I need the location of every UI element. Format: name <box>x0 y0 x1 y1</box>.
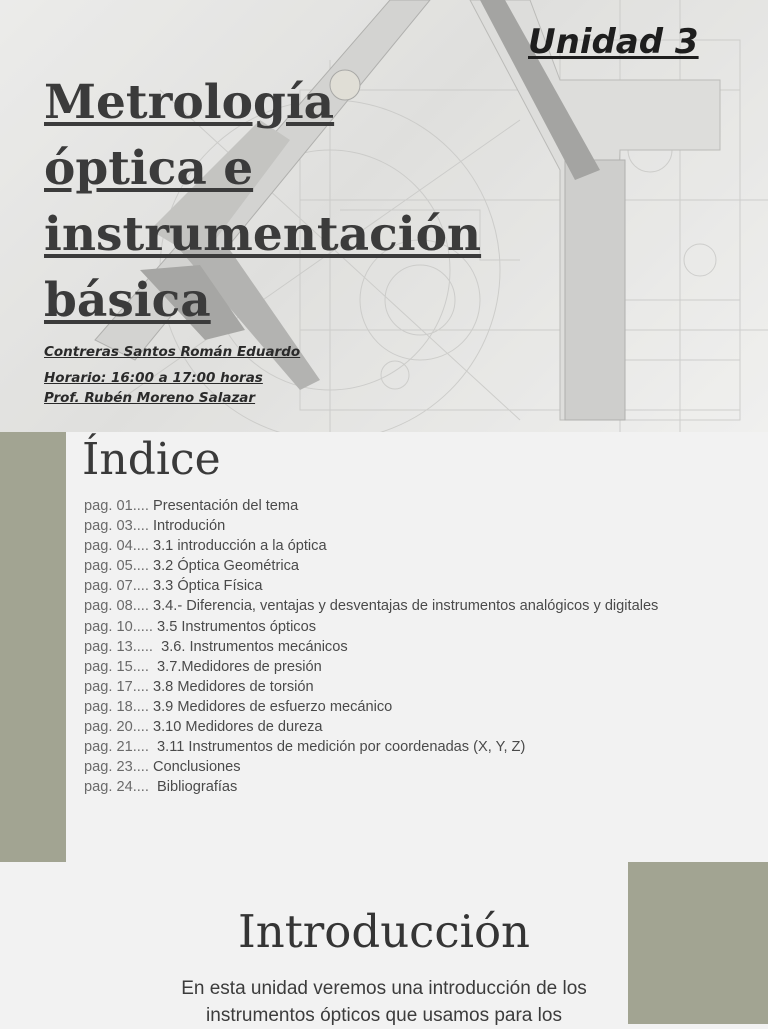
cover-section <box>0 0 768 432</box>
index-item-label: Introdución <box>148 518 226 535</box>
index-item-page: pag. 03.... <box>84 518 149 535</box>
index-item-page: pag. 01.... <box>84 498 149 514</box>
index-item-page: pag. 08.... <box>84 598 149 615</box>
index-item-page: pag. 17.... <box>84 678 149 695</box>
index-item <box>84 697 658 717</box>
index-item-page: pag. 10..... <box>84 618 153 635</box>
index-item <box>84 737 658 757</box>
index-item-page: pag. 20.... <box>84 719 149 736</box>
index-item <box>84 496 658 516</box>
index-item-page: pag. 13..... <box>84 638 153 655</box>
author-name: Contreras Santos Román Eduardo <box>44 344 301 360</box>
index-item-label: 3.1 introducción a la óptica <box>148 538 327 555</box>
index-item-page: pag. 05.... <box>84 558 149 575</box>
title-line: óptica e <box>44 141 254 196</box>
title-line: Metrología <box>44 75 335 130</box>
intro-title: Introducción <box>237 905 531 958</box>
index-item-label: 3.8 Medidores de torsión <box>148 678 314 695</box>
professor-name: Prof. Rubén Moreno Salazar <box>44 390 256 406</box>
intro-text: En esta unidad veremos una introducción de los instrumentos ópticos que usamos para los <box>181 978 587 1026</box>
index-item <box>84 516 658 536</box>
title-line: instrumentación <box>44 207 482 262</box>
index-item-page: pag. 18.... <box>84 698 149 715</box>
index-item-label: Bibliografías <box>148 779 238 796</box>
index-item <box>84 576 658 596</box>
index-item-label: Presentación del tema <box>148 498 299 514</box>
page-title <box>44 70 504 334</box>
index-item <box>84 757 658 777</box>
index-list <box>84 496 658 797</box>
index-item <box>84 617 658 637</box>
index-item <box>84 596 658 616</box>
unit-label: Unidad 3 <box>528 22 699 62</box>
index-item-page: pag. 15.... <box>84 658 149 675</box>
index-item-label: 3.2 Óptica Geométrica <box>148 558 299 575</box>
index-item-label: 3.11 Instrumentos de medición por coordenadas (X, Y, Z) <box>148 739 526 756</box>
index-item <box>84 677 658 697</box>
index-item-label: 3.9 Medidores de esfuerzo mecánico <box>148 698 393 715</box>
index-item-page: pag. 07.... <box>84 578 149 595</box>
index-item-page: pag. 21.... <box>84 739 149 756</box>
index-item-page: pag. 23.... <box>84 759 149 776</box>
index-item-label: 3.7.Medidores de presión <box>148 658 322 675</box>
index-item-page: pag. 04.... <box>84 538 149 555</box>
index-item-label: Conclusiones <box>148 759 241 776</box>
title-line: básica <box>44 273 211 328</box>
index-item-label: 3.3 Óptica Física <box>148 578 263 595</box>
index-item-page: pag. 24.... <box>84 779 149 796</box>
index-title: Índice <box>82 434 221 485</box>
index-item <box>84 536 658 556</box>
index-item <box>84 556 658 576</box>
index-item-label: 3.6. Instrumentos mecánicos <box>152 638 348 655</box>
index-item <box>84 657 658 677</box>
index-item-label: 3.4.- Diferencia, ventajas y desventajas de instrumentos analógicos y digitales <box>148 598 659 615</box>
schedule-text: Horario: 16:00 a 17:00 horas <box>44 370 263 386</box>
index-item <box>84 637 658 657</box>
index-item-label: 3.10 Medidores de dureza <box>148 719 323 736</box>
index-item-label: 3.5 Instrumentos ópticos <box>152 618 317 635</box>
index-item <box>84 717 658 737</box>
index-item <box>84 777 658 797</box>
